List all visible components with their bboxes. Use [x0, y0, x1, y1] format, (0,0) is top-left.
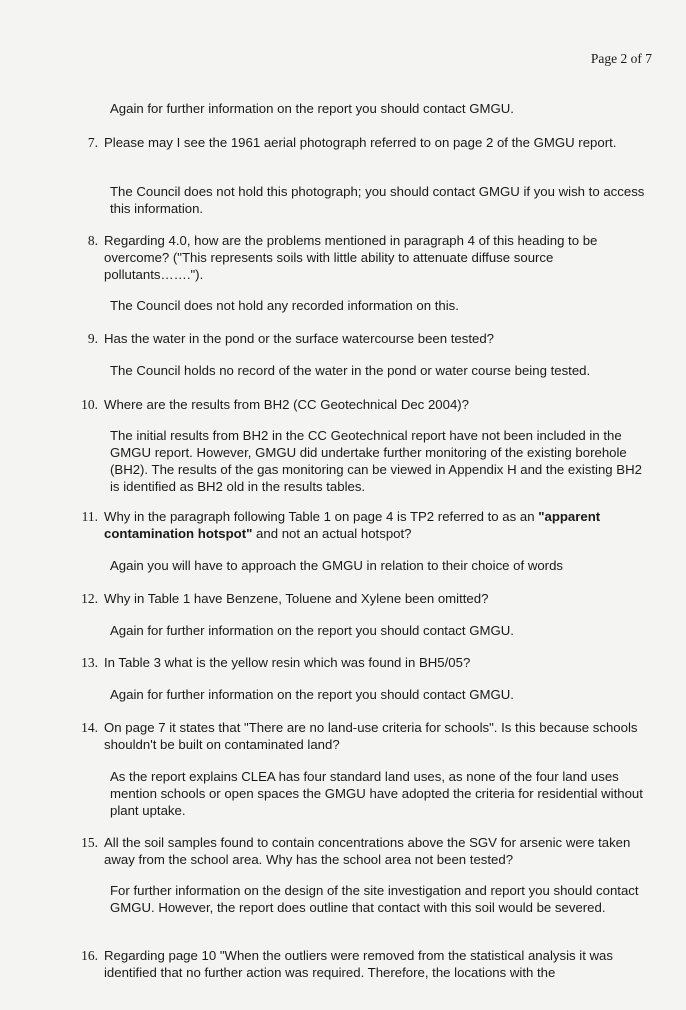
question-9 [72, 330, 652, 347]
question-11 [72, 508, 652, 542]
question-text-part: Why in the paragraph following Table 1 on page 4 is TP2 referred to as an [104, 509, 539, 524]
question-text: Regarding 4.0, how are the problems mentioned in paragraph 4 of this heading to be overcome? ("This represents soils with little ability to attenuate diffuse source pollutants……."). [104, 233, 598, 282]
question-text: Please may I see the 1961 aerial photograph referred to on page 2 of the GMGU report. [104, 135, 617, 150]
page-number: Page 2 of 7 [590, 51, 652, 66]
question-7 [72, 134, 652, 151]
question-text [104, 508, 652, 542]
question-16 [72, 947, 652, 981]
question-text: Has the water in the pond or the surface watercourse been tested? [104, 331, 494, 346]
question-13 [72, 654, 652, 671]
question-number: 12. [81, 591, 98, 606]
question-text-part: and not an actual hotspot? [252, 526, 412, 541]
question-number: 9. [87, 331, 98, 346]
question-text: Regarding page 10 "When the outliers were removed from the statistical analysis it was identified that no further action was required. Therefore, the locations with the [104, 948, 613, 980]
question-number: 14. [81, 720, 98, 735]
question-number: 10. [81, 397, 98, 412]
question-number: 13. [81, 655, 98, 670]
question-number: 7. [87, 135, 98, 150]
answer-7: The Council does not hold this photograph; you should contact GMGU if you wish to access this information. [110, 184, 645, 216]
intro-answer: Again for further information on the report you should contact GMGU. [110, 101, 514, 116]
answer-12: Again for further information on the report you should contact GMGU. [110, 623, 514, 638]
answer-15: For further information on the design of the site investigation and report you should contact GMGU. However, the report does outline that contact with this soil would be severed. [110, 883, 639, 915]
question-14 [72, 719, 652, 753]
question-number: 15. [81, 835, 98, 850]
answer-14: As the report explains CLEA has four standard land uses, as none of the four land uses mention schools or open spaces the GMGU have adopted the criteria for residential without plant uptake. [110, 769, 643, 818]
question-text: In Table 3 what is the yellow resin which was found in BH5/05? [104, 655, 471, 670]
question-15 [72, 834, 652, 868]
question-text: Why in Table 1 have Benzene, Toluene and Xylene been omitted? [104, 591, 489, 606]
answer-10: The initial results from BH2 in the CC Geotechnical report have not been included in the GMGU report. However, GMGU did undertake further monitoring of the existing borehole (BH2). The results of the gas monitoring can be viewed in Appendix H and the existing BH2 is identified as BH2 old in the results tables. [110, 428, 642, 494]
question-emphasis: "apparent contamination hotspot" [104, 509, 601, 541]
answer-8: The Council does not hold any recorded information on this. [110, 298, 459, 313]
question-10 [72, 396, 652, 413]
question-number: 8. [87, 233, 98, 248]
answer-13: Again for further information on the report you should contact GMGU. [110, 687, 514, 702]
question-text: Where are the results from BH2 (CC Geotechnical Dec 2004)? [104, 397, 470, 412]
question-number: 11. [81, 509, 98, 524]
answer-11: Again you will have to approach the GMGU in relation to their choice of words [110, 558, 564, 573]
question-12 [72, 590, 652, 607]
answer-9: The Council holds no record of the water in the pond or water course being tested. [110, 363, 591, 378]
question-text: On page 7 it states that "There are no land-use criteria for schools". Is this because schools shouldn't be built on contaminated land? [104, 720, 638, 752]
question-number: 16. [81, 948, 98, 963]
question-8 [72, 232, 652, 283]
question-text: All the soil samples found to contain concentrations above the SGV for arsenic were taken away from the school area. Why has the school area not been tested? [104, 835, 631, 867]
